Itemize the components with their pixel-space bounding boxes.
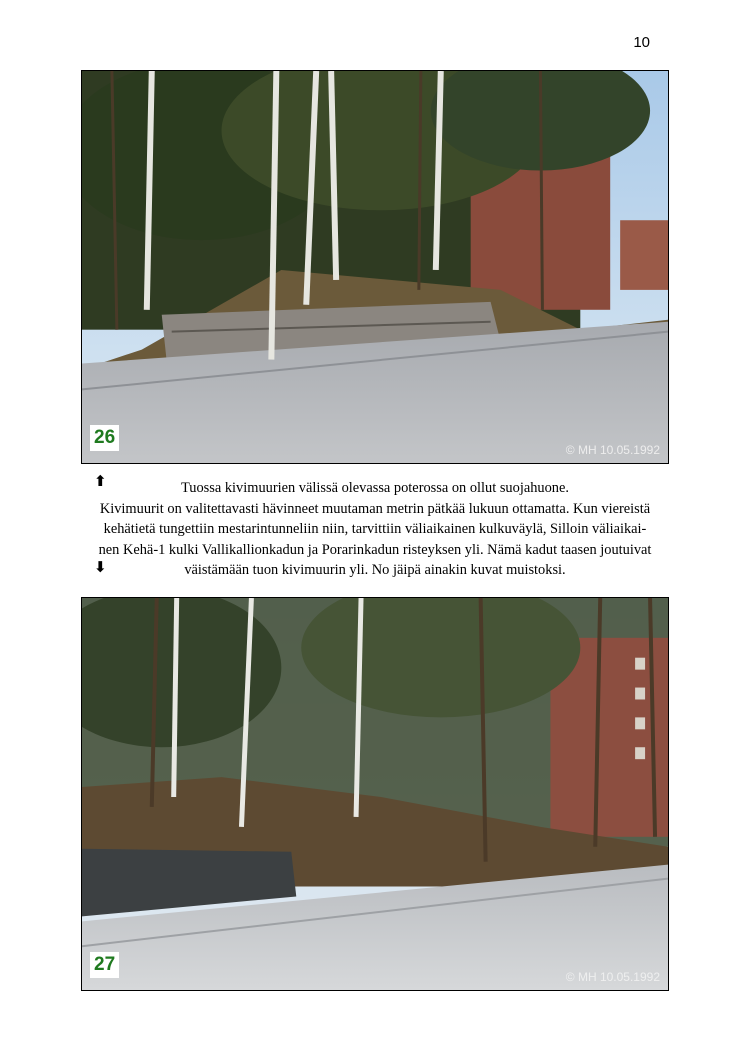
photo-27 [81,597,669,991]
photo-26-image [82,71,668,463]
arrow-down-icon: ⬇ [94,558,107,576]
page-number: 10 [633,34,650,51]
photo-number-badge: 27 [90,952,119,978]
photo-copyright-stamp: © MH 10.05.1992 [565,443,660,457]
photo-copyright-stamp: © MH 10.05.1992 [565,970,660,984]
caption-line: väistämään tuon kivimuurin yli. No jäipä ainakin kuvat muistoksi. [184,562,566,578]
photo-27-image [82,598,668,990]
caption-line: nen Kehä-1 kulki Vallikallionkadun ja Porarinkadun risteyksen yli. Nämä kadut taasen joutuivat [98,541,652,558]
photo-number-badge: 26 [90,425,119,451]
caption-line: Tuossa kivimuurien välissä olevassa poterossa on ollut suojahuone. [181,480,569,496]
arrow-up-icon: ⬆ [94,472,107,490]
photo-26 [81,70,669,464]
caption-line: Kivimuurit on valitettavasti hävinneet muutaman metrin pätkää lukuun ottamatta. Kun viereistä [99,500,651,517]
caption [82,478,668,581]
caption-line: kehätietä tungettiin mestarintunneliin niin, tarvittiin väliaikainen kulkuväylä, Silloin väliaikai- [103,521,647,537]
